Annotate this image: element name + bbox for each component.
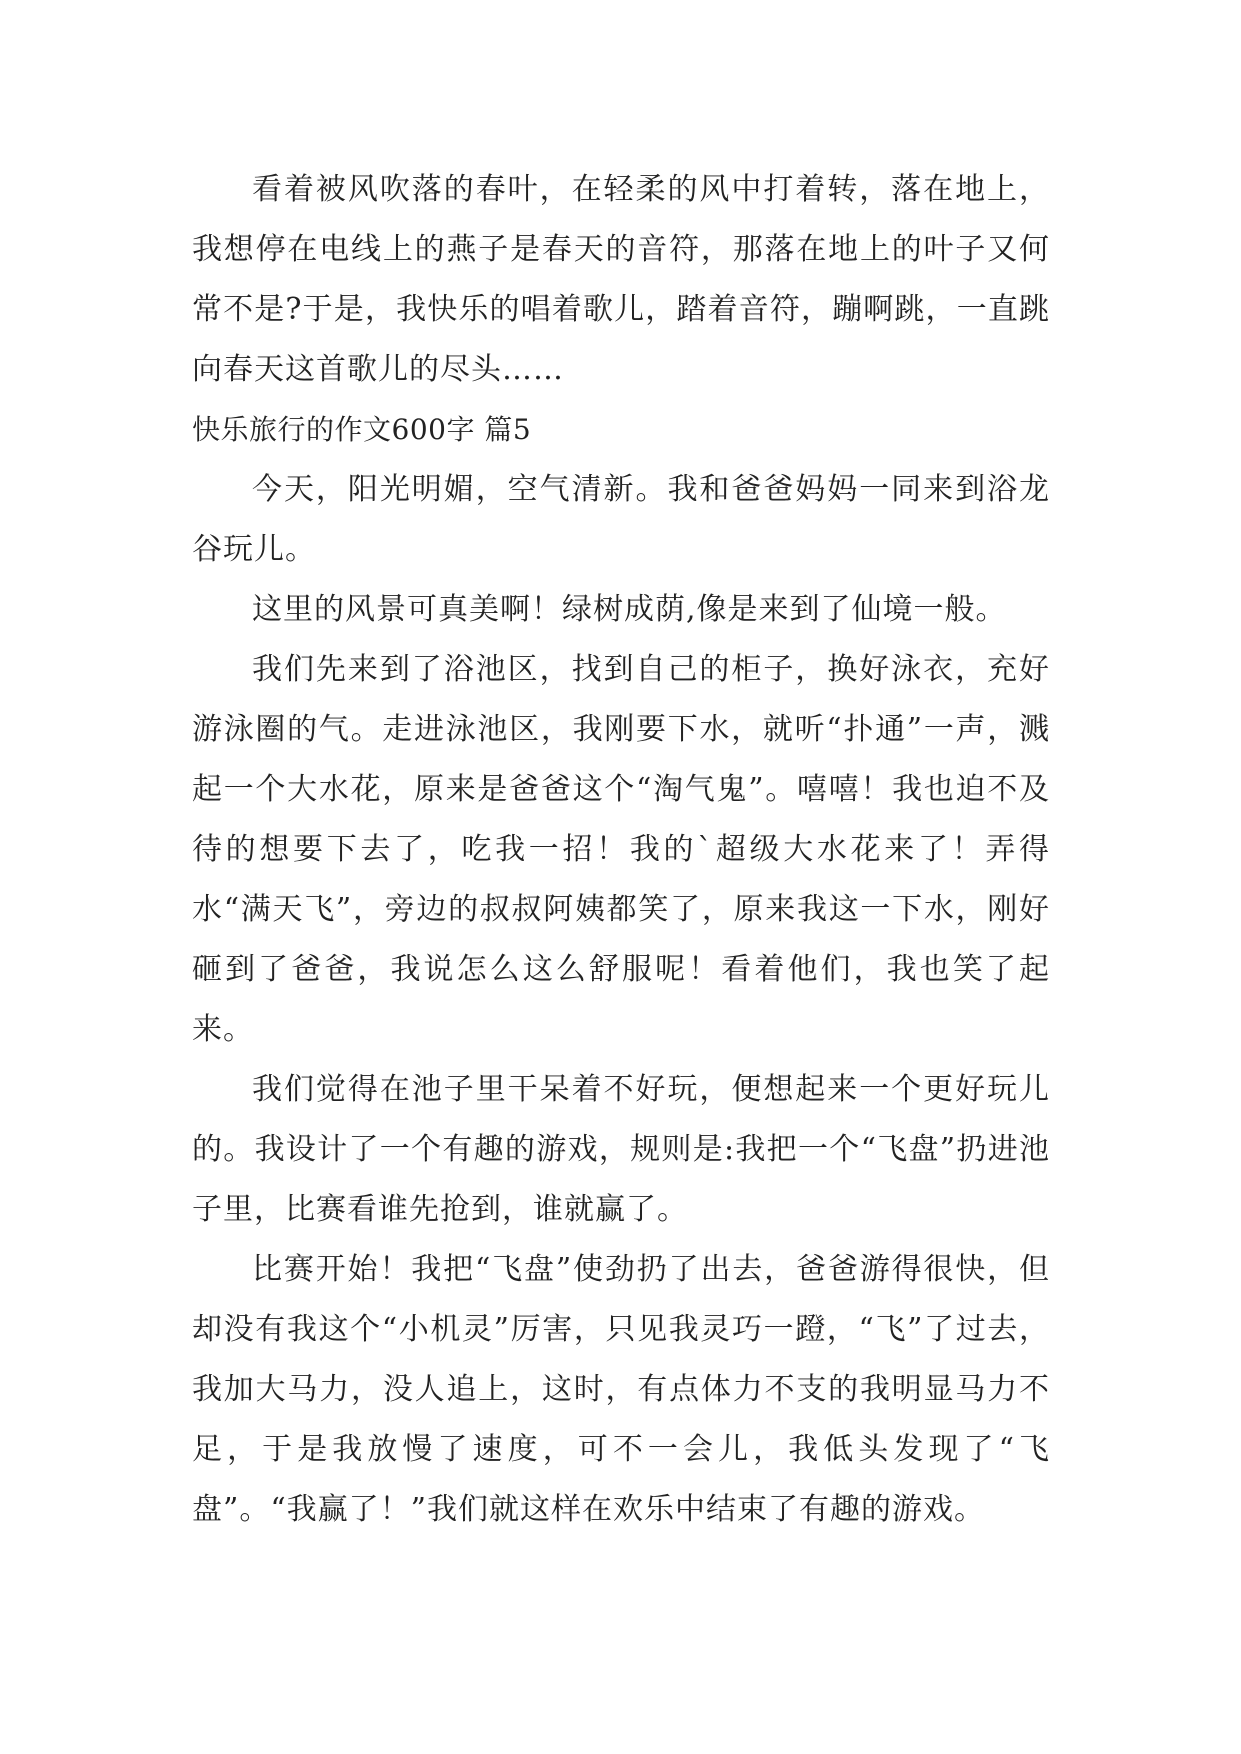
paragraph-spring-leaves: 看着被风吹落的春叶，在轻柔的风中打着转，落在地上，我想停在电线上的燕子是春天的音符，那落在地上的叶子又何常不是?于是，我快乐的唱着歌儿，踏着音符，蹦啊跳，一直跳向春天这首歌儿的尽头…… [192, 172, 1050, 387]
section-heading: 快乐旅行的作文600字 篇5 [192, 413, 532, 446]
paragraph-game-rules: 我们觉得在池子里干呆着不好玩，便想起来一个更好玩儿的。我设计了一个有趣的游戏，规则是:我把一个“飞盘”扔进池子里，比赛看谁先抢到，谁就赢了。 [192, 1072, 1050, 1227]
paragraph-intro: 今天，阳光明媚，空气清新。我和爸爸妈妈一同来到浴龙谷玩儿。 [192, 472, 1050, 567]
document-body [192, 160, 1050, 1540]
paragraph-pool: 我们先来到了浴池区，找到自己的柜子，换好泳衣，充好游泳圈的气。走进泳池区，我刚要下水，就听“扑通”一声，溅起一个大水花，原来是爸爸这个“淘气鬼”。嘻嘻！我也迫不及待的想要下去了，吃我一招！我的`超级大水花来了！弄得水“满天飞”，旁边的叔叔阿姨都笑了，原来我这一下水，刚好砸到了爸爸，我说怎么这么舒服呢！看着他们，我也笑了起来。 [192, 652, 1050, 1047]
paragraph-scenery: 这里的风景可真美啊！绿树成荫,像是来到了仙境一般。 [252, 592, 1007, 627]
paragraph-game-result: 比赛开始！我把“飞盘”使劲扔了出去，爸爸游得很快，但却没有我这个“小机灵”厉害，只见我灵巧一蹬，“飞”了过去，我加大马力，没人追上，这时，有点体力不支的我明显马力不足，于是我放慢了速度，可不一会儿，我低头发现了“飞盘”。“我赢了！”我们就这样在欢乐中结束了有趣的游戏。 [192, 1252, 1050, 1527]
